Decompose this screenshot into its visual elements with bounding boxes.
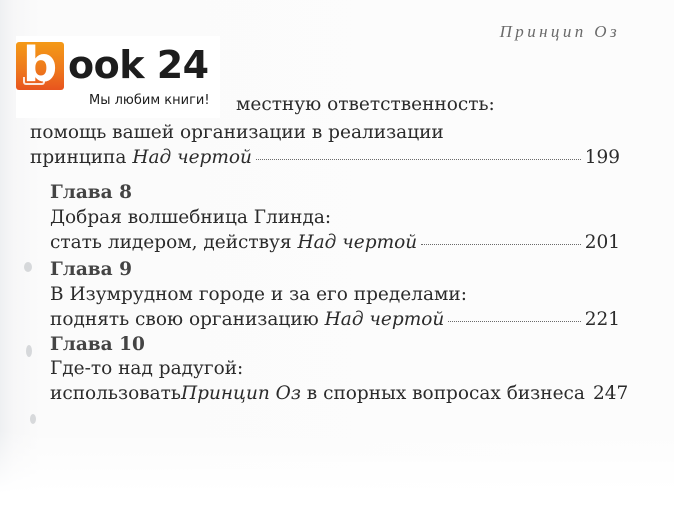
- chapter-8-page-number: 201: [584, 232, 620, 253]
- scan-artifact: [26, 345, 32, 357]
- chapter-9-title-line-2: [50, 308, 620, 332]
- chapter-10-heading: Глава 10: [50, 334, 145, 355]
- scan-artifact: [24, 262, 32, 272]
- chapter-8-title-line-1: Добрая волшебница Глинда:: [50, 207, 332, 228]
- chapter-9-text: поднять свою организацию: [50, 309, 319, 330]
- toc-partial-line-2: помощь вашей организации в реализации: [30, 122, 444, 143]
- chapter-10-italic: Принцип Оз: [180, 383, 301, 404]
- logo-book-shape: [23, 77, 45, 85]
- logo-letter: b: [22, 37, 58, 93]
- toc-partial-line-3-italic: Над чертой: [132, 147, 252, 168]
- leader-dots: [448, 321, 580, 322]
- logo-wordmark: ook 24: [68, 43, 209, 87]
- toc-partial-line-1: местную ответственность:: [236, 94, 495, 115]
- toc-page-number: 199: [584, 147, 620, 168]
- page-bottom-fade: [0, 430, 674, 520]
- chapter-9-page-number: 221: [584, 309, 620, 330]
- scan-artifact: [30, 414, 36, 424]
- running-head: Принцип Оз: [499, 22, 620, 41]
- chapter-8-title-line-2: [50, 231, 620, 255]
- chapter-8-heading: Глава 8: [50, 182, 132, 203]
- chapter-9-heading: Глава 9: [50, 259, 132, 280]
- chapter-10-title-line-2: [50, 382, 629, 406]
- logo-tagline: Мы любим книги!: [89, 93, 210, 108]
- chapter-10-page-number: 247: [592, 383, 629, 404]
- toc-partial-line-3-text: принципа: [30, 147, 127, 168]
- chapter-9-italic: Над чертой: [324, 309, 445, 330]
- chapter-8-text: стать лидером, действуя: [50, 232, 292, 253]
- chapter-9-title-line-1: В Изумрудном городе и за его пределами:: [50, 284, 467, 305]
- chapter-10-tail: в спорных вопросах бизнеса: [300, 383, 585, 404]
- chapter-10-title-line-1: Где-то над радугой:: [50, 358, 244, 379]
- logo-book-icon: [16, 37, 64, 93]
- leader-dots: [256, 159, 581, 160]
- chapter-8-italic: Над чертой: [297, 232, 418, 253]
- toc-partial-line-3: [30, 146, 620, 170]
- chapter-10-text: использовать: [50, 383, 181, 404]
- leader-dots: [421, 244, 581, 245]
- book24-logo: [16, 36, 220, 118]
